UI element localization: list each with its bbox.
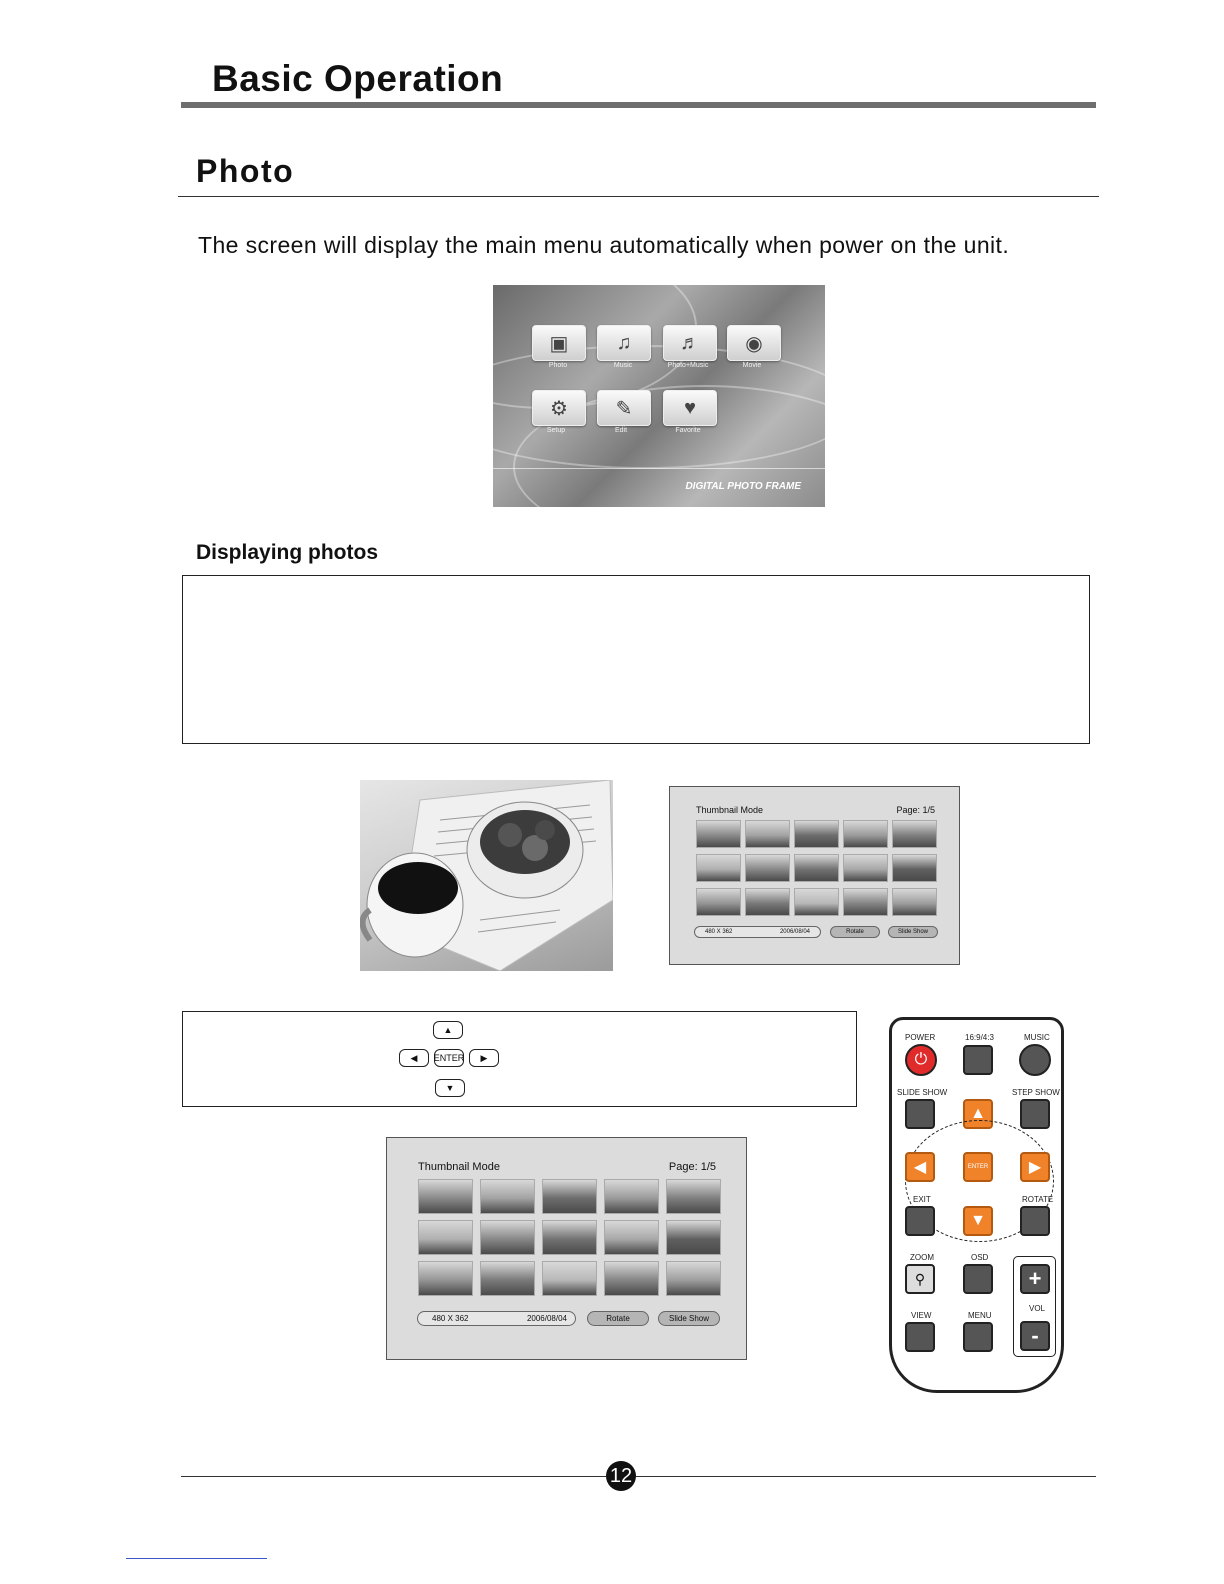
- intro-text: The screen will display the main menu automatically when power on the unit.: [198, 232, 1010, 258]
- volume-up-button[interactable]: +: [1020, 1264, 1050, 1294]
- zoom-button[interactable]: [905, 1264, 935, 1294]
- enter-button[interactable]: ENTER: [963, 1152, 993, 1182]
- menu-music-icon: ♫: [597, 325, 651, 361]
- rotate-button-remote[interactable]: [1020, 1206, 1050, 1236]
- thumbnail-image[interactable]: [480, 1261, 535, 1296]
- rotate-button[interactable]: Rotate: [587, 1311, 649, 1326]
- right-arrow-icon: ▶: [1028, 1159, 1042, 1176]
- music-label: MUSIC: [1024, 1033, 1050, 1042]
- thumbnail-image[interactable]: [480, 1179, 535, 1214]
- menu-setup-icon: ⚙: [532, 390, 586, 426]
- heading-rule: [181, 102, 1096, 108]
- view-button[interactable]: [905, 1322, 935, 1352]
- info-pill-large: [417, 1311, 576, 1326]
- slideshow-button[interactable]: Slide Show: [658, 1311, 720, 1326]
- thumbnail-image[interactable]: [480, 1220, 535, 1255]
- sample-photo: [360, 780, 613, 971]
- thumb-title-small: Thumbnail Mode: [696, 805, 764, 815]
- menu-label-favorite: Favorite: [675, 427, 701, 434]
- left-button[interactable]: [905, 1152, 935, 1182]
- thumbnail-screen-large: [386, 1137, 747, 1360]
- volume-down-button[interactable]: -: [1020, 1321, 1050, 1351]
- menu-movie-icon: ◉: [727, 325, 781, 361]
- exit-button[interactable]: [905, 1206, 935, 1236]
- section-rule: [178, 196, 1099, 197]
- menu-photo-icon: ▣: [532, 325, 586, 361]
- menu-brand: DIGITAL PHOTO FRAME: [685, 481, 801, 492]
- menu-footer-rule: [493, 468, 825, 469]
- down-key[interactable]: ▼: [435, 1079, 465, 1097]
- menu-label-photo: Photo: [548, 362, 568, 369]
- menu-edit-icon: ✎: [597, 390, 651, 426]
- thumb-page-small: Page: 1/5: [896, 805, 935, 815]
- menu-label-setup: Setup: [546, 427, 566, 434]
- thumbnail-image[interactable]: [794, 854, 839, 882]
- zoom-label: ZOOM: [910, 1253, 934, 1262]
- date-text: 2006/08/04: [779, 929, 810, 935]
- thumbnail-image[interactable]: [604, 1220, 659, 1255]
- osd-button[interactable]: [963, 1264, 993, 1294]
- step-show-label: STEP SHOW: [1012, 1088, 1060, 1097]
- vol-label: VOL: [1029, 1304, 1046, 1313]
- thumbnail-image[interactable]: [418, 1220, 473, 1255]
- down-button[interactable]: [963, 1206, 993, 1236]
- thumbnail-image[interactable]: [843, 888, 888, 916]
- thumbnail-image[interactable]: [892, 820, 937, 848]
- thumbnail-image[interactable]: [696, 820, 741, 848]
- subsection-title: Displaying photos: [196, 541, 379, 564]
- thumbnail-image[interactable]: [892, 854, 937, 882]
- aspect-button[interactable]: [963, 1045, 993, 1075]
- info-pill-small: [694, 926, 821, 938]
- section-title: Photo: [196, 153, 295, 189]
- power-label: POWER: [905, 1033, 936, 1042]
- thumbnail-image[interactable]: [418, 1261, 473, 1296]
- menu-favorite-icon: ♥: [663, 390, 717, 426]
- page-heading: Basic Operation: [212, 58, 504, 99]
- power-icon: ⏻: [914, 1051, 928, 1068]
- thumbnail-image[interactable]: [666, 1179, 721, 1214]
- aspect-label: 16:9/4:3: [965, 1033, 994, 1042]
- resolution-text: 480 X 362: [432, 1314, 469, 1323]
- step-show-button[interactable]: [1020, 1099, 1050, 1129]
- main-menu-screenshot: [493, 285, 825, 507]
- thumbnail-image[interactable]: [542, 1220, 597, 1255]
- footer-link-underline: [126, 1558, 267, 1559]
- up-arrow-icon: ▲: [970, 1105, 986, 1122]
- footer-rule-right: [636, 1476, 1096, 1477]
- nav-key-box: [182, 1011, 857, 1107]
- thumbnail-image[interactable]: [666, 1220, 721, 1255]
- thumbnail-image[interactable]: [794, 888, 839, 916]
- date-text: 2006/08/04: [526, 1314, 567, 1323]
- coffee-photo-image: [360, 780, 613, 971]
- power-button[interactable]: [905, 1044, 937, 1076]
- thumbnail-image[interactable]: [604, 1261, 659, 1296]
- left-arrow-icon: ◀: [913, 1159, 927, 1176]
- view-label: VIEW: [911, 1311, 932, 1320]
- thumb-title-large: Thumbnail Mode: [418, 1161, 500, 1173]
- rotate-button[interactable]: Rotate: [830, 926, 880, 938]
- thumbnail-screen-small: [669, 786, 960, 965]
- thumbnail-image[interactable]: [542, 1179, 597, 1214]
- thumbnail-image[interactable]: [604, 1179, 659, 1214]
- instructions-box: [182, 575, 1090, 744]
- rotate-label: ROTATE: [1022, 1195, 1054, 1204]
- thumbnail-image[interactable]: [892, 888, 937, 916]
- down-arrow-icon: ▼: [970, 1212, 986, 1229]
- thumbnail-image[interactable]: [794, 820, 839, 848]
- resolution-text: 480 X 362: [705, 929, 733, 935]
- left-key[interactable]: ◀: [399, 1049, 429, 1067]
- slideshow-button[interactable]: Slide Show: [888, 926, 938, 938]
- up-key[interactable]: ▲: [433, 1021, 463, 1039]
- thumbnail-image[interactable]: [745, 888, 790, 916]
- menu-label: MENU: [968, 1311, 992, 1320]
- right-button[interactable]: [1020, 1152, 1050, 1182]
- page-number: 12: [606, 1461, 636, 1491]
- thumbnail-image[interactable]: [666, 1261, 721, 1296]
- menu-label-movie: Movie: [742, 362, 762, 369]
- magnifier-icon: ⚲: [914, 1270, 926, 1287]
- thumbnail-image[interactable]: [843, 854, 888, 882]
- osd-label: OSD: [971, 1253, 989, 1262]
- footer-rule-left: [181, 1476, 606, 1477]
- thumbnail-image[interactable]: [542, 1261, 597, 1296]
- enter-key[interactable]: ENTER: [434, 1049, 464, 1067]
- menu-label-photo-music: Photo+Music: [667, 362, 709, 369]
- thumbnail-image[interactable]: [745, 820, 790, 848]
- slide-show-button[interactable]: [905, 1099, 935, 1129]
- menu-label-edit: Edit: [614, 427, 628, 434]
- thumbnail-image[interactable]: [418, 1179, 473, 1214]
- thumbnail-image[interactable]: [745, 854, 790, 882]
- thumbnail-image[interactable]: [843, 820, 888, 848]
- slide-show-label: SLIDE SHOW: [897, 1088, 948, 1097]
- thumb-page-large: Page: 1/5: [668, 1161, 716, 1173]
- remote-control: [889, 1017, 1064, 1393]
- menu-photo-music-icon: ♬: [663, 325, 717, 361]
- music-button[interactable]: [1019, 1044, 1051, 1076]
- exit-label: EXIT: [913, 1195, 931, 1204]
- right-key[interactable]: ▶: [469, 1049, 499, 1067]
- menu-label-music: Music: [613, 362, 633, 369]
- menu-button[interactable]: [963, 1322, 993, 1352]
- thumbnail-image[interactable]: [696, 888, 741, 916]
- thumbnail-image[interactable]: [696, 854, 741, 882]
